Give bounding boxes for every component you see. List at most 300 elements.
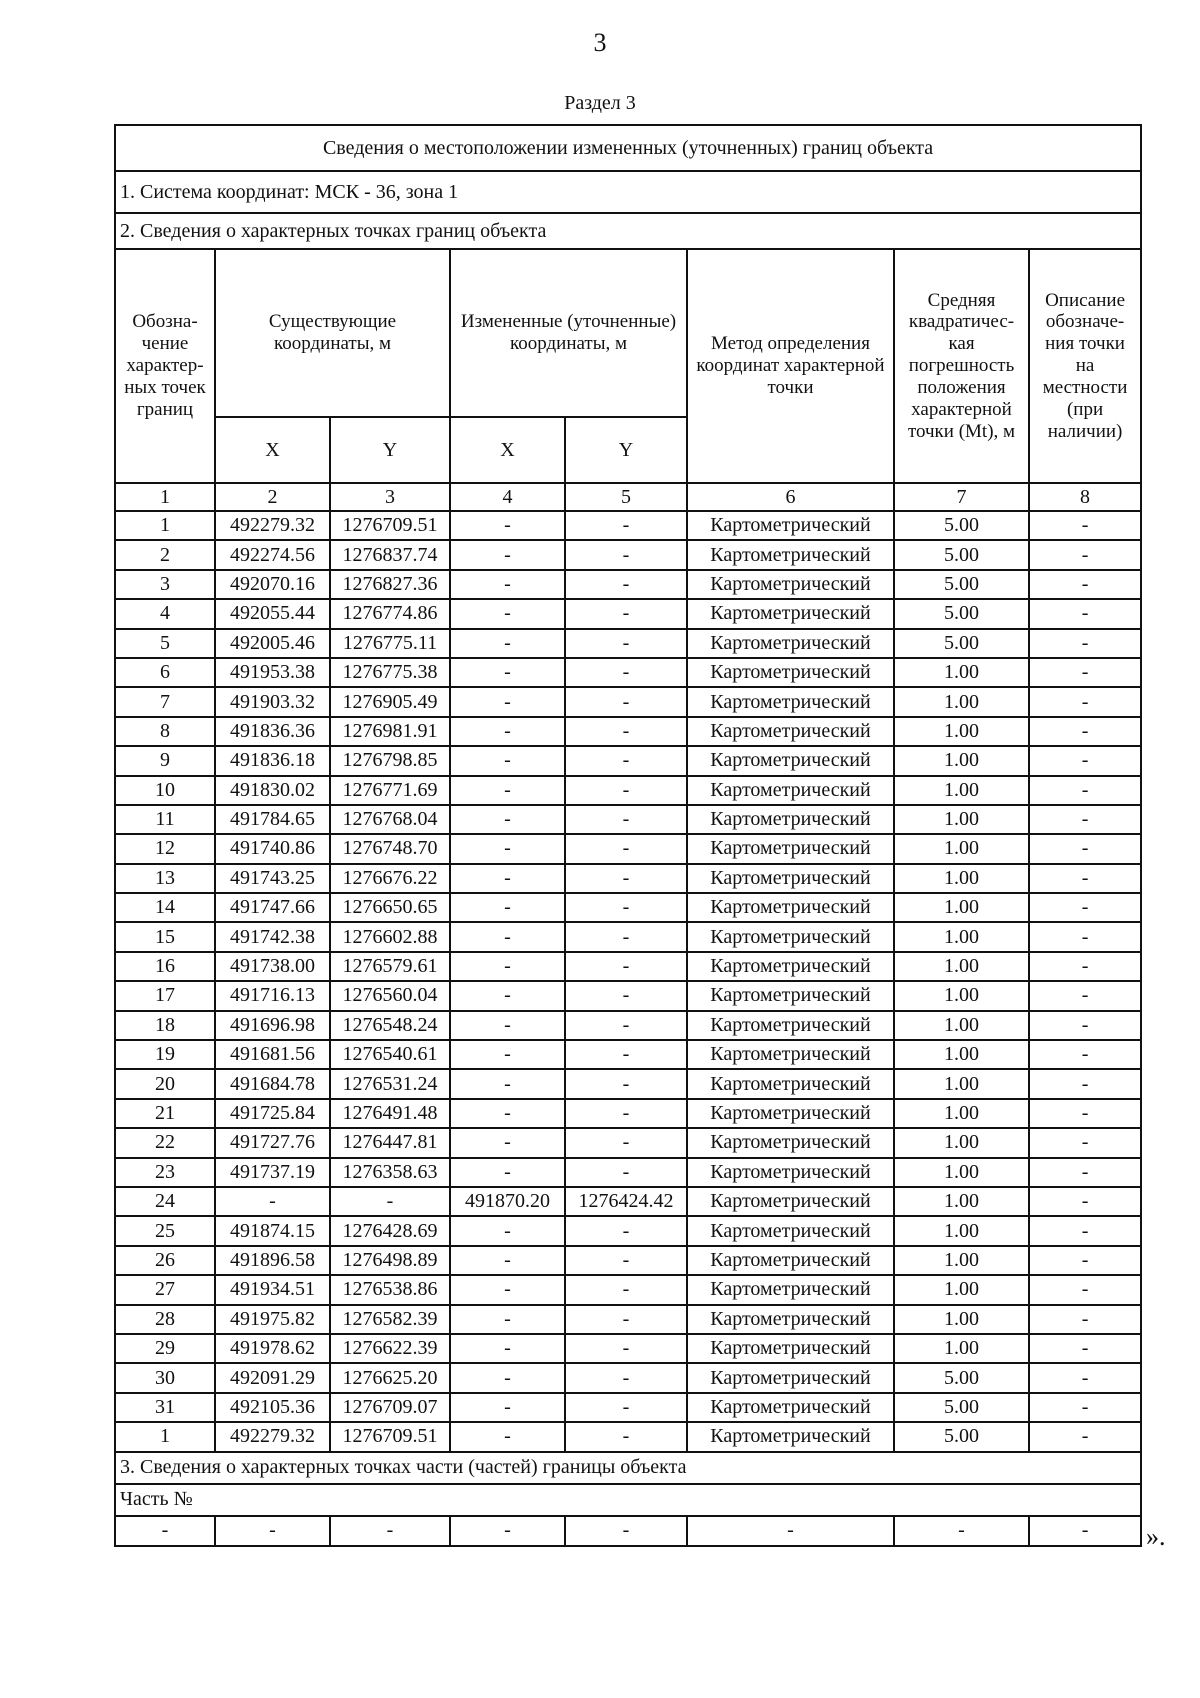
cell-changed-y: -	[565, 776, 687, 805]
column-number: 6	[687, 483, 894, 511]
cell-changed-y: -	[565, 540, 687, 569]
cell-mse: 1.00	[894, 1246, 1029, 1275]
cell-changed-y: -	[565, 864, 687, 893]
cell-point-number: 13	[115, 864, 215, 893]
cell-method: Картометрический	[687, 687, 894, 716]
table-row	[115, 1246, 1141, 1275]
cell-point-number: 15	[115, 922, 215, 951]
cell-description: -	[1029, 1040, 1141, 1069]
cell-existing-x: 492279.32	[215, 511, 330, 540]
cell-point-number: 14	[115, 893, 215, 922]
cell-point-number: 27	[115, 1275, 215, 1304]
cell-method: Картометрический	[687, 952, 894, 981]
cell-mse: 1.00	[894, 952, 1029, 981]
cell-existing-x: 492070.16	[215, 570, 330, 599]
cell-existing-y: 1276837.74	[330, 540, 450, 569]
cell-mse: 5.00	[894, 570, 1029, 599]
cell-changed-x: -	[450, 1011, 565, 1040]
cell-description: -	[1029, 1422, 1141, 1451]
table-row	[115, 570, 1141, 599]
cell-point-number: 10	[115, 776, 215, 805]
table-row	[115, 1305, 1141, 1334]
cell-changed-x: -	[450, 1422, 565, 1451]
cell-changed-x: -	[450, 1305, 565, 1334]
cell-point-number: 25	[115, 1216, 215, 1245]
cell-changed-y: -	[565, 893, 687, 922]
table-row	[115, 864, 1141, 893]
cell-description: -	[1029, 1305, 1141, 1334]
cell-method: Картометрический	[687, 864, 894, 893]
cell-existing-x: 492105.36	[215, 1393, 330, 1422]
cell-method: Картометрический	[687, 1393, 894, 1422]
table-row	[115, 1011, 1141, 1040]
cell-mse: 1.00	[894, 1011, 1029, 1040]
table-row	[115, 717, 1141, 746]
cell-point-number: 28	[115, 1305, 215, 1334]
cell-point-number: 22	[115, 1128, 215, 1157]
cell-mse: 1.00	[894, 864, 1029, 893]
cell-existing-x: 491830.02	[215, 776, 330, 805]
cell-changed-y: -	[565, 1069, 687, 1098]
cell-mse: 1.00	[894, 1334, 1029, 1363]
cell-mse: 1.00	[894, 1305, 1029, 1334]
cell-mse: 1.00	[894, 746, 1029, 775]
cell-changed-x: -	[450, 981, 565, 1010]
cell-changed-x: -	[450, 1158, 565, 1187]
header-existing-coords: Существующие координаты, м	[215, 249, 450, 417]
cell-changed-y: -	[565, 1040, 687, 1069]
table-row	[115, 834, 1141, 863]
cell-method: Картометрический	[687, 776, 894, 805]
cell-existing-y: 1276622.39	[330, 1334, 450, 1363]
cell-changed-x: -	[450, 1246, 565, 1275]
cell-description: -	[1029, 1363, 1141, 1392]
cell-point-number: 21	[115, 1099, 215, 1128]
cell-method: Картометрический	[687, 570, 894, 599]
cell-point-number: 26	[115, 1246, 215, 1275]
cell-changed-x: -	[450, 540, 565, 569]
cell-description: -	[1029, 629, 1141, 658]
table-row	[115, 1422, 1141, 1451]
cell-existing-x: 491978.62	[215, 1334, 330, 1363]
cell-existing-y: 1276491.48	[330, 1099, 450, 1128]
table-row	[115, 893, 1141, 922]
cell-point-number: 24	[115, 1187, 215, 1216]
cell-existing-y: 1276771.69	[330, 776, 450, 805]
cell-point-number: 16	[115, 952, 215, 981]
cell-description: -	[1029, 1069, 1141, 1098]
cell-existing-x: 491975.82	[215, 1305, 330, 1334]
cell-description: -	[1029, 776, 1141, 805]
empty-cell: -	[687, 1516, 894, 1546]
cell-changed-y: -	[565, 1128, 687, 1157]
cell-point-number: 9	[115, 746, 215, 775]
header-mse: Средняя квадратичес-кая погрешность положения характерной точки (Mt), м	[894, 249, 1029, 483]
cell-changed-y: -	[565, 1099, 687, 1128]
cell-mse: 1.00	[894, 1040, 1029, 1069]
cell-method: Картометрический	[687, 1011, 894, 1040]
table-row	[115, 1363, 1141, 1392]
empty-cell: -	[894, 1516, 1029, 1546]
cell-changed-y: -	[565, 1246, 687, 1275]
cell-description: -	[1029, 981, 1141, 1010]
cell-description: -	[1029, 570, 1141, 599]
cell-existing-y: 1276709.51	[330, 1422, 450, 1451]
cell-point-number: 23	[115, 1158, 215, 1187]
cell-changed-y: -	[565, 1393, 687, 1422]
cell-existing-y: -	[330, 1187, 450, 1216]
cell-mse: 1.00	[894, 1128, 1029, 1157]
cell-changed-y: -	[565, 981, 687, 1010]
cell-mse: 5.00	[894, 599, 1029, 628]
cell-mse: 1.00	[894, 922, 1029, 951]
cell-changed-x: -	[450, 805, 565, 834]
cell-changed-x: -	[450, 511, 565, 540]
table-row	[115, 922, 1141, 951]
cell-existing-y: 1276709.07	[330, 1393, 450, 1422]
cell-method: Картометрический	[687, 922, 894, 951]
cell-method: Картометрический	[687, 1099, 894, 1128]
cell-existing-x: 491874.15	[215, 1216, 330, 1245]
cell-existing-x: 491684.78	[215, 1069, 330, 1098]
cell-description: -	[1029, 1011, 1141, 1040]
cell-description: -	[1029, 834, 1141, 863]
cell-existing-x: 491737.19	[215, 1158, 330, 1187]
cell-description: -	[1029, 658, 1141, 687]
cell-existing-y: 1276582.39	[330, 1305, 450, 1334]
closing-quote: ».	[1146, 1522, 1166, 1551]
cell-existing-x: 491727.76	[215, 1128, 330, 1157]
cell-point-number: 30	[115, 1363, 215, 1392]
cell-method: Картометрический	[687, 1128, 894, 1157]
table-row	[115, 981, 1141, 1010]
column-number: 8	[1029, 483, 1141, 511]
cell-description: -	[1029, 511, 1141, 540]
page-number: 3	[593, 28, 607, 57]
cell-changed-x: -	[450, 658, 565, 687]
cell-mse: 1.00	[894, 687, 1029, 716]
cell-existing-x: 491696.98	[215, 1011, 330, 1040]
header-changed-y: Y	[565, 417, 687, 483]
cell-existing-y: 1276798.85	[330, 746, 450, 775]
cell-mse: 1.00	[894, 1158, 1029, 1187]
cell-existing-x: 492055.44	[215, 599, 330, 628]
cell-existing-y: 1276540.61	[330, 1040, 450, 1069]
cell-changed-x: -	[450, 1128, 565, 1157]
cell-changed-x: -	[450, 864, 565, 893]
cell-method: Картометрический	[687, 511, 894, 540]
cell-existing-y: 1276775.38	[330, 658, 450, 687]
cell-point-number: 4	[115, 599, 215, 628]
column-number: 2	[215, 483, 330, 511]
cell-mse: 5.00	[894, 1363, 1029, 1392]
cell-description: -	[1029, 1158, 1141, 1187]
cell-existing-x: 491681.56	[215, 1040, 330, 1069]
cell-description: -	[1029, 952, 1141, 981]
cell-point-number: 17	[115, 981, 215, 1010]
cell-method: Картометрический	[687, 1216, 894, 1245]
column-number: 3	[330, 483, 450, 511]
cell-existing-y: 1276531.24	[330, 1069, 450, 1098]
cell-mse: 1.00	[894, 1069, 1029, 1098]
cell-mse: 1.00	[894, 981, 1029, 1010]
empty-cell: -	[115, 1516, 215, 1546]
cell-existing-x: 491836.18	[215, 746, 330, 775]
cell-description: -	[1029, 1187, 1141, 1216]
cell-changed-y: -	[565, 570, 687, 599]
cell-existing-y: 1276905.49	[330, 687, 450, 716]
cell-method: Картометрический	[687, 1246, 894, 1275]
cell-existing-y: 1276775.11	[330, 629, 450, 658]
cell-changed-x: -	[450, 1393, 565, 1422]
cell-existing-x: -	[215, 1187, 330, 1216]
header-existing-x: X	[215, 417, 330, 483]
cell-point-number: 6	[115, 658, 215, 687]
cell-changed-y: -	[565, 746, 687, 775]
cell-point-number: 2	[115, 540, 215, 569]
cell-description: -	[1029, 864, 1141, 893]
cell-description: -	[1029, 599, 1141, 628]
cell-changed-y: 1276424.42	[565, 1187, 687, 1216]
header-point-designation: Обозна-чение характер-ных точек границ	[115, 249, 215, 483]
cell-method: Картометрический	[687, 717, 894, 746]
cell-mse: 1.00	[894, 658, 1029, 687]
header-method: Метод определения координат характерной точки	[687, 249, 894, 483]
cell-method: Картометрический	[687, 1363, 894, 1392]
cell-existing-y: 1276748.70	[330, 834, 450, 863]
cell-point-number: 20	[115, 1069, 215, 1098]
cell-changed-x: -	[450, 629, 565, 658]
cell-mse: 1.00	[894, 805, 1029, 834]
cell-changed-y: -	[565, 511, 687, 540]
cell-mse: 1.00	[894, 1187, 1029, 1216]
parts-section-header: 3. Сведения о характерных точках части (частей) границы объекта	[115, 1452, 1141, 1484]
cell-existing-x: 492279.32	[215, 1422, 330, 1451]
cell-existing-y: 1276650.65	[330, 893, 450, 922]
cell-changed-y: -	[565, 658, 687, 687]
cell-changed-x: -	[450, 1040, 565, 1069]
cell-changed-x: -	[450, 1334, 565, 1363]
cell-description: -	[1029, 805, 1141, 834]
boundary-points-table	[114, 124, 1142, 1547]
cell-description: -	[1029, 922, 1141, 951]
cell-existing-y: 1276538.86	[330, 1275, 450, 1304]
cell-existing-y: 1276768.04	[330, 805, 450, 834]
empty-cell: -	[1029, 1516, 1141, 1546]
cell-existing-y: 1276560.04	[330, 981, 450, 1010]
cell-existing-x: 492091.29	[215, 1363, 330, 1392]
cell-description: -	[1029, 1216, 1141, 1245]
cell-existing-x: 491934.51	[215, 1275, 330, 1304]
cell-existing-x: 491784.65	[215, 805, 330, 834]
cell-changed-y: -	[565, 1305, 687, 1334]
header-changed-coords: Измененные (уточненные) координаты, м	[450, 249, 687, 417]
table-row	[115, 599, 1141, 628]
cell-description: -	[1029, 717, 1141, 746]
table-row	[115, 511, 1141, 540]
cell-point-number: 29	[115, 1334, 215, 1363]
cell-changed-x: -	[450, 1275, 565, 1304]
table-row	[115, 1069, 1141, 1098]
cell-description: -	[1029, 1275, 1141, 1304]
cell-description: -	[1029, 893, 1141, 922]
cell-mse: 1.00	[894, 893, 1029, 922]
table-row	[115, 1334, 1141, 1363]
header-changed-x: X	[450, 417, 565, 483]
cell-changed-x: -	[450, 570, 565, 599]
points-section-header: 2. Сведения о характерных точках границ объекта	[115, 213, 1141, 249]
cell-point-number: 31	[115, 1393, 215, 1422]
table-row	[115, 1393, 1141, 1422]
cell-method: Картометрический	[687, 805, 894, 834]
table-row	[115, 952, 1141, 981]
cell-method: Картометрический	[687, 1040, 894, 1069]
table-row	[115, 1158, 1141, 1187]
cell-point-number: 5	[115, 629, 215, 658]
empty-part-row	[115, 1516, 1141, 1546]
cell-changed-y: -	[565, 1011, 687, 1040]
cell-existing-x: 491725.84	[215, 1099, 330, 1128]
cell-existing-y: 1276548.24	[330, 1011, 450, 1040]
cell-method: Картометрический	[687, 1187, 894, 1216]
cell-changed-y: -	[565, 599, 687, 628]
cell-existing-x: 491716.13	[215, 981, 330, 1010]
cell-description: -	[1029, 1393, 1141, 1422]
cell-existing-x: 491836.36	[215, 717, 330, 746]
cell-changed-y: -	[565, 687, 687, 716]
cell-method: Картометрический	[687, 1422, 894, 1451]
cell-changed-y: -	[565, 1158, 687, 1187]
table-row	[115, 658, 1141, 687]
empty-cell: -	[565, 1516, 687, 1546]
table-row	[115, 1275, 1141, 1304]
table-row	[115, 1187, 1141, 1216]
cell-point-number: 7	[115, 687, 215, 716]
column-number-row	[115, 483, 1141, 511]
cell-changed-y: -	[565, 1334, 687, 1363]
cell-mse: 1.00	[894, 776, 1029, 805]
cell-changed-x: -	[450, 776, 565, 805]
column-number: 1	[115, 483, 215, 511]
cell-changed-x: -	[450, 687, 565, 716]
table-row	[115, 1040, 1141, 1069]
cell-point-number: 8	[115, 717, 215, 746]
cell-changed-x: -	[450, 1363, 565, 1392]
cell-existing-x: 492274.56	[215, 540, 330, 569]
table-title: Сведения о местоположении измененных (уточненных) границ объекта	[115, 125, 1141, 171]
cell-mse: 1.00	[894, 834, 1029, 863]
cell-mse: 1.00	[894, 1216, 1029, 1245]
cell-changed-y: -	[565, 1216, 687, 1245]
cell-method: Картометрический	[687, 834, 894, 863]
section-label: Раздел 3	[564, 92, 636, 114]
cell-existing-y: 1276709.51	[330, 511, 450, 540]
cell-existing-x: 491742.38	[215, 922, 330, 951]
cell-mse: 5.00	[894, 511, 1029, 540]
cell-changed-x: 491870.20	[450, 1187, 565, 1216]
cell-mse: 1.00	[894, 1275, 1029, 1304]
cell-method: Картометрический	[687, 746, 894, 775]
cell-existing-y: 1276447.81	[330, 1128, 450, 1157]
cell-changed-x: -	[450, 717, 565, 746]
part-number-label: Часть №	[115, 1484, 1141, 1516]
cell-description: -	[1029, 1128, 1141, 1157]
cell-changed-y: -	[565, 717, 687, 746]
coordinate-system: 1. Система координат: МСК - 36, зона 1	[115, 171, 1141, 213]
cell-existing-x: 492005.46	[215, 629, 330, 658]
empty-cell: -	[215, 1516, 330, 1546]
table-row	[115, 629, 1141, 658]
table-row	[115, 687, 1141, 716]
table-row	[115, 1099, 1141, 1128]
cell-changed-y: -	[565, 805, 687, 834]
empty-cell: -	[450, 1516, 565, 1546]
header-description: Описание обозначе-ния точки на местности (при наличии)	[1029, 249, 1141, 483]
cell-method: Картометрический	[687, 893, 894, 922]
cell-existing-y: 1276602.88	[330, 922, 450, 951]
cell-point-number: 1	[115, 1422, 215, 1451]
cell-point-number: 18	[115, 1011, 215, 1040]
cell-mse: 1.00	[894, 717, 1029, 746]
cell-mse: 5.00	[894, 540, 1029, 569]
cell-existing-x: 491903.32	[215, 687, 330, 716]
cell-method: Картометрический	[687, 1069, 894, 1098]
cell-method: Картометрический	[687, 981, 894, 1010]
cell-description: -	[1029, 746, 1141, 775]
cell-existing-y: 1276358.63	[330, 1158, 450, 1187]
cell-mse: 1.00	[894, 1099, 1029, 1128]
cell-existing-x: 491738.00	[215, 952, 330, 981]
cell-changed-x: -	[450, 834, 565, 863]
cell-method: Картометрический	[687, 1275, 894, 1304]
cell-method: Картометрический	[687, 629, 894, 658]
cell-description: -	[1029, 1334, 1141, 1363]
cell-description: -	[1029, 687, 1141, 716]
cell-changed-x: -	[450, 599, 565, 628]
table-row	[115, 540, 1141, 569]
cell-changed-x: -	[450, 1099, 565, 1128]
cell-existing-x: 491953.38	[215, 658, 330, 687]
cell-existing-x: 491747.66	[215, 893, 330, 922]
cell-existing-x: 491743.25	[215, 864, 330, 893]
cell-changed-x: -	[450, 922, 565, 951]
cell-method: Картометрический	[687, 1158, 894, 1187]
cell-existing-y: 1276827.36	[330, 570, 450, 599]
cell-existing-y: 1276579.61	[330, 952, 450, 981]
cell-method: Картометрический	[687, 658, 894, 687]
column-number: 7	[894, 483, 1029, 511]
cell-description: -	[1029, 1246, 1141, 1275]
table-row	[115, 776, 1141, 805]
cell-changed-x: -	[450, 952, 565, 981]
column-number: 5	[565, 483, 687, 511]
cell-method: Картометрический	[687, 599, 894, 628]
cell-changed-y: -	[565, 922, 687, 951]
cell-method: Картометрический	[687, 1305, 894, 1334]
cell-changed-y: -	[565, 1275, 687, 1304]
cell-existing-y: 1276498.89	[330, 1246, 450, 1275]
table-row	[115, 746, 1141, 775]
cell-existing-x: 491740.86	[215, 834, 330, 863]
cell-changed-y: -	[565, 1422, 687, 1451]
cell-description: -	[1029, 1099, 1141, 1128]
cell-changed-y: -	[565, 834, 687, 863]
cell-existing-y: 1276428.69	[330, 1216, 450, 1245]
cell-changed-y: -	[565, 1363, 687, 1392]
empty-cell: -	[330, 1516, 450, 1546]
cell-method: Картометрический	[687, 540, 894, 569]
cell-point-number: 3	[115, 570, 215, 599]
